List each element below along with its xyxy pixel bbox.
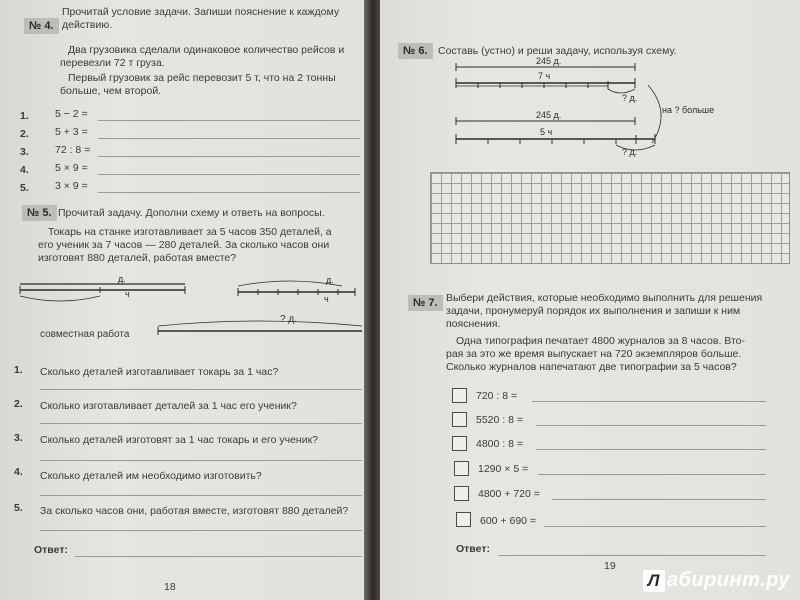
- task7-badge: № 7.: [408, 295, 443, 311]
- left-page: [0, 0, 368, 600]
- task4-item-num: 1.: [20, 110, 29, 122]
- question-text: Сколько деталей изготавливает токарь за 1 час?: [40, 366, 279, 378]
- task5-instruction: Прочитай задачу. Дополни схему и ответь на вопросы.: [58, 207, 325, 219]
- answer-label: Ответ:: [34, 544, 68, 556]
- order-checkbox[interactable]: [452, 412, 467, 427]
- task4-problem-2: Первый грузовик за рейс перевозит 5 т, что на 2 тонны больше, чем второй.: [60, 72, 336, 97]
- task7-problem-2: рая за это же время выпускает на 720 экземпляров больше.: [446, 348, 742, 360]
- option-expr: 720 : 8 =: [476, 390, 518, 402]
- task4-problem-1: Два грузовика сделали одинаковое количество рейсов и перевезли 72 т груза.: [60, 44, 345, 69]
- answer-line[interactable]: [98, 174, 360, 175]
- question-num: 2.: [14, 398, 23, 410]
- scheme-right-d: д.: [326, 275, 334, 285]
- scheme-left-d: д.: [118, 274, 126, 284]
- bottom-hours: 5 ч: [540, 127, 553, 137]
- right-page: [380, 0, 800, 600]
- question-num: 5.: [14, 502, 23, 514]
- task7-instruction-2: задачи, пронумеруй порядок их выполнения и запиши к ним: [446, 305, 741, 317]
- task4-instruction: Прочитай условие задачи. Запиши пояснение к каждому действию.: [62, 6, 340, 31]
- joint-q: ? д.: [280, 314, 297, 325]
- order-checkbox[interactable]: [456, 512, 471, 527]
- question-text: Сколько деталей им необходимо изготовить?: [40, 470, 262, 482]
- answer-line[interactable]: [40, 530, 362, 531]
- answer-line[interactable]: [538, 474, 766, 475]
- answer-line[interactable]: [536, 425, 766, 426]
- task4-item-expr: 72 : 8 =: [55, 144, 91, 156]
- top-total-label: 245 д.: [536, 56, 562, 66]
- option-expr: 4800 : 8 =: [476, 438, 523, 450]
- watermark-text: абиринт.ру: [666, 569, 790, 591]
- task7-problem-3: Сколько журналов напечатают две типографии за 5 часов?: [446, 361, 737, 373]
- task4-item-expr: 5 × 9 =: [55, 162, 88, 174]
- task5-problem-3: изготовят 880 деталей, работая вместе?: [38, 252, 237, 264]
- task4-item-expr: 5 − 2 =: [55, 108, 88, 120]
- answer-line[interactable]: [544, 526, 766, 527]
- task5-problem-1: Токарь на станке изготавливает за 5 часов 350 деталей, а: [48, 226, 332, 238]
- bottom-total-label: 245 д.: [536, 110, 562, 120]
- answer-line[interactable]: [536, 449, 766, 450]
- answer-line[interactable]: [98, 138, 360, 139]
- answer-line[interactable]: [498, 555, 766, 556]
- answer-label: Ответ:: [456, 543, 490, 555]
- answer-line[interactable]: [98, 192, 360, 193]
- order-checkbox[interactable]: [454, 461, 469, 476]
- order-checkbox[interactable]: [452, 436, 467, 451]
- answer-line[interactable]: [532, 401, 766, 402]
- task4-item-expr: 5 + 3 =: [55, 126, 88, 138]
- option-expr: 1290 × 5 =: [478, 463, 529, 475]
- answer-line[interactable]: [75, 556, 362, 557]
- task7-instruction-1: Выбери действия, которые необходимо выполнить для решения: [446, 292, 763, 304]
- question-num: 3.: [14, 432, 23, 444]
- task4-item-num: 2.: [20, 128, 29, 140]
- task5-problem-2: его ученик за 7 часов — 280 деталей. За сколько часов они: [38, 239, 330, 251]
- top-hours: 7 ч: [538, 71, 551, 81]
- joint-work-label: совместная работа: [40, 329, 130, 340]
- task6-scheme: [380, 55, 800, 165]
- task4-item-expr: 3 × 9 =: [55, 180, 88, 192]
- answer-line[interactable]: [552, 499, 766, 500]
- task5-badge: № 5.: [22, 205, 57, 221]
- task4-item-num: 4.: [20, 164, 29, 176]
- task6-instruction: Составь (устно) и реши задачу, используя схему.: [438, 45, 677, 57]
- task4-item-num: 3.: [20, 146, 29, 158]
- task4-badge: № 4.: [24, 18, 59, 34]
- task7-instruction-3: пояснения.: [446, 318, 501, 330]
- order-checkbox[interactable]: [452, 388, 467, 403]
- scheme-right-h: ч: [324, 294, 329, 304]
- answer-grid[interactable]: [430, 172, 790, 264]
- answer-line[interactable]: [40, 495, 362, 496]
- option-expr: 4800 + 720 =: [478, 488, 540, 500]
- question-num: 1.: [14, 364, 23, 376]
- option-expr: 600 + 690 =: [480, 515, 537, 527]
- watermark-logo-icon: Л: [643, 570, 665, 592]
- top-q: ? д.: [622, 93, 638, 103]
- question-text: Сколько изготавливает деталей за 1 час его ученик?: [40, 400, 297, 412]
- option-expr: 5520 : 8 =: [476, 414, 523, 426]
- bottom-q: ? д.: [622, 147, 638, 157]
- answer-line[interactable]: [40, 423, 362, 424]
- question-text: За сколько часов они, работая вместе, изготовят 880 деталей?: [40, 505, 349, 517]
- compare-label: на ? больше: [662, 105, 715, 115]
- question-text: Сколько деталей изготовят за 1 час токарь и его ученик?: [40, 434, 319, 446]
- answer-line[interactable]: [98, 156, 360, 157]
- task4-item-num: 5.: [20, 182, 29, 194]
- watermark: [643, 569, 790, 592]
- page-number: 19: [604, 560, 616, 572]
- scheme-left-h: ч: [125, 289, 130, 299]
- order-checkbox[interactable]: [454, 486, 469, 501]
- answer-line[interactable]: [40, 460, 362, 461]
- page-number: 18: [164, 581, 176, 593]
- question-num: 4.: [14, 466, 23, 478]
- answer-line[interactable]: [40, 389, 362, 390]
- task7-problem-1: Одна типография печатает 4800 журналов за 8 часов. Вто-: [456, 335, 745, 347]
- task6-badge: № 6.: [398, 43, 433, 59]
- answer-line[interactable]: [98, 120, 360, 121]
